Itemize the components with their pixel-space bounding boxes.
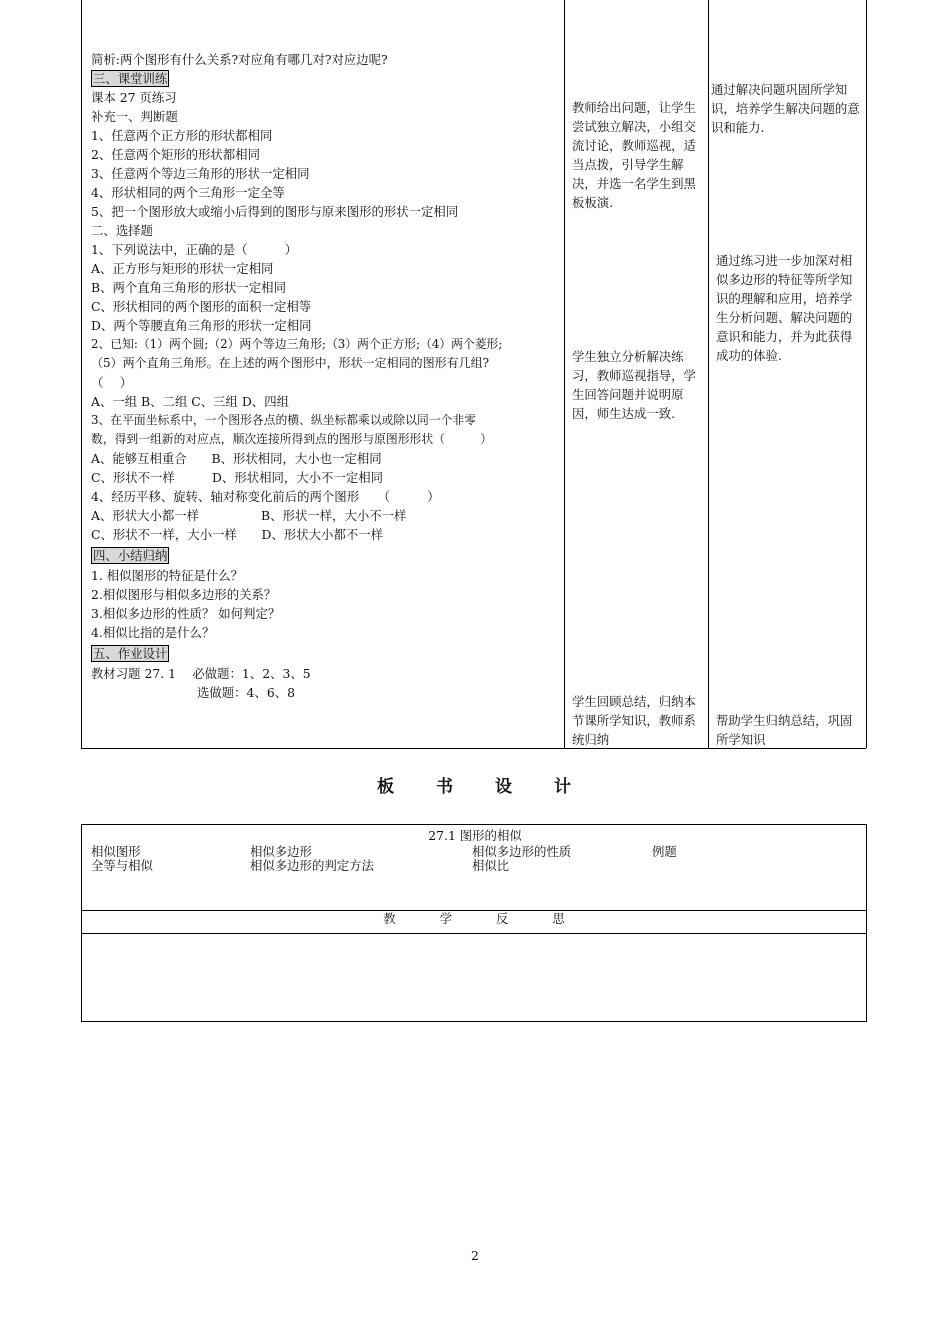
lesson-line: A、正方形与矩形的形状一定相同	[91, 261, 274, 276]
activity-cell: 学生独立分析解决练习，教师巡视指导，学生回答问题并说明原因，师生达成一致.	[572, 349, 696, 421]
lesson-line: 3、在平面坐标系中，一个图形各点的横、纵坐标都乘以或除以同一个非零	[91, 413, 477, 427]
table-divider-1	[564, 0, 565, 748]
lesson-line: 3、任意两个等边三角形的形状一定相同	[91, 166, 310, 181]
purpose-cell: 通过解决问题巩固所学知识，培养学生解决问题的意识和能力.	[711, 82, 860, 135]
activity-cell: 学生回顾总结，归纳本节课所学知识，教师系统归纳	[572, 694, 696, 747]
teaching-reflection-heading: 教 学 反 思	[383, 911, 565, 926]
lesson-line: 1. 相似图形的特征是什么？	[91, 568, 244, 583]
lesson-line: 4、形状相同的两个三角形一定全等	[91, 185, 285, 200]
purpose-cell: 通过练习进一步加深对相似多边形的特征等所学知识的理解和应用，培养学生分析问题、解决问题的意识和能力，并为此获得成功的体验.	[716, 253, 853, 363]
purpose-cell: 帮助学生归纳总结，巩固所学知识	[716, 713, 853, 747]
lesson-line: 2、任意两个矩形的形状都相同	[91, 147, 260, 162]
section-heading: 四、小结归纳	[93, 548, 168, 563]
lesson-line: （ ）	[91, 375, 133, 390]
lesson-line: 二、选择题	[91, 223, 153, 238]
table-divider-2	[708, 0, 709, 748]
section-heading: 三、课堂训练	[93, 71, 168, 86]
board-item: 相似多边形的性质	[472, 844, 572, 859]
lesson-line: 2.相似图形与相似多边形的关系？	[91, 587, 277, 602]
page-number: 2	[471, 1248, 479, 1263]
lesson-line: 课本 27 页练习	[91, 90, 177, 105]
board-item: 全等与相似	[91, 858, 153, 873]
lesson-line: B、两个直角三角形的形状一定相同	[91, 280, 286, 295]
lesson-line: 2、已知:（1）两个圆;（2）两个等边三角形;（3）两个正方形;（4）两个菱形;	[91, 337, 503, 351]
lesson-line: 教材习题 27. 1 必做题：1、2、3、5	[91, 666, 311, 681]
lesson-line: 4、经历平移、旋转、轴对称变化前后的两个图形 （ ）	[91, 489, 440, 504]
lesson-line: D、两个等腰直角三角形的形状一定相同	[91, 318, 312, 333]
lesson-line: 3.相似多边形的性质？ 如何判定？	[91, 606, 281, 621]
lesson-line: 简析:两个图形有什么关系?对应角有哪几对?对应边呢?	[91, 52, 388, 67]
lesson-line: C、形状相同的两个图形的面积一定相等	[91, 299, 312, 314]
board-item: 例题	[652, 844, 677, 859]
lesson-line: A、能够互相重合 B、形状相同，大小也一定相同	[91, 451, 382, 466]
lesson-line: 补充一、判断题	[91, 109, 178, 124]
lesson-line: 数，得到一组新的对应点，顺次连接所得到点的图形与原图形形状（ ）	[91, 432, 493, 446]
reflection-divider	[82, 933, 866, 934]
lesson-line: 5、把一个图形放大或缩小后得到的图形与原来图形的形状一定相同	[91, 204, 459, 219]
board-item: 相似多边形	[250, 844, 312, 859]
lesson-line: 选做题：4、6、8	[197, 685, 295, 700]
lesson-line: 1、下列说法中，正确的是（ ）	[91, 242, 298, 257]
board-item: 相似比	[472, 858, 510, 873]
section-heading: 五、作业设计	[93, 646, 168, 661]
lesson-line: C、形状不一样 D、形状相同，大小不一定相同	[91, 470, 384, 485]
lesson-line: （5）两个直角三角形。在上述的两个图形中，形状一定相同的图形有几组?	[91, 356, 490, 370]
lesson-line: 4.相似比指的是什么？	[91, 625, 215, 640]
lesson-line: A、一组 B、二组 C、三组 D、四组	[91, 394, 289, 409]
table-border-left	[81, 0, 82, 748]
lesson-line: A、形状大小都一样 B、形状一样，大小不一样	[91, 508, 407, 523]
board-title: 27.1 图形的相似	[428, 828, 522, 843]
board-item: 相似图形	[91, 844, 141, 859]
lesson-line: 1、任意两个正方形的形状都相同	[91, 128, 273, 143]
lesson-line: C、形状不一样，大小一样 D、形状大小都不一样	[91, 527, 384, 542]
board-item: 相似多边形的判定方法	[250, 858, 374, 873]
activity-cell: 教师给出问题，让学生尝试独立解决，小组交流讨论，教师巡视，适当点拨，引导学生解决，并选一名学生到黑板板演.	[572, 100, 696, 210]
board-design-heading: 板 书 设 计	[377, 777, 573, 797]
table-border-right	[866, 0, 867, 748]
